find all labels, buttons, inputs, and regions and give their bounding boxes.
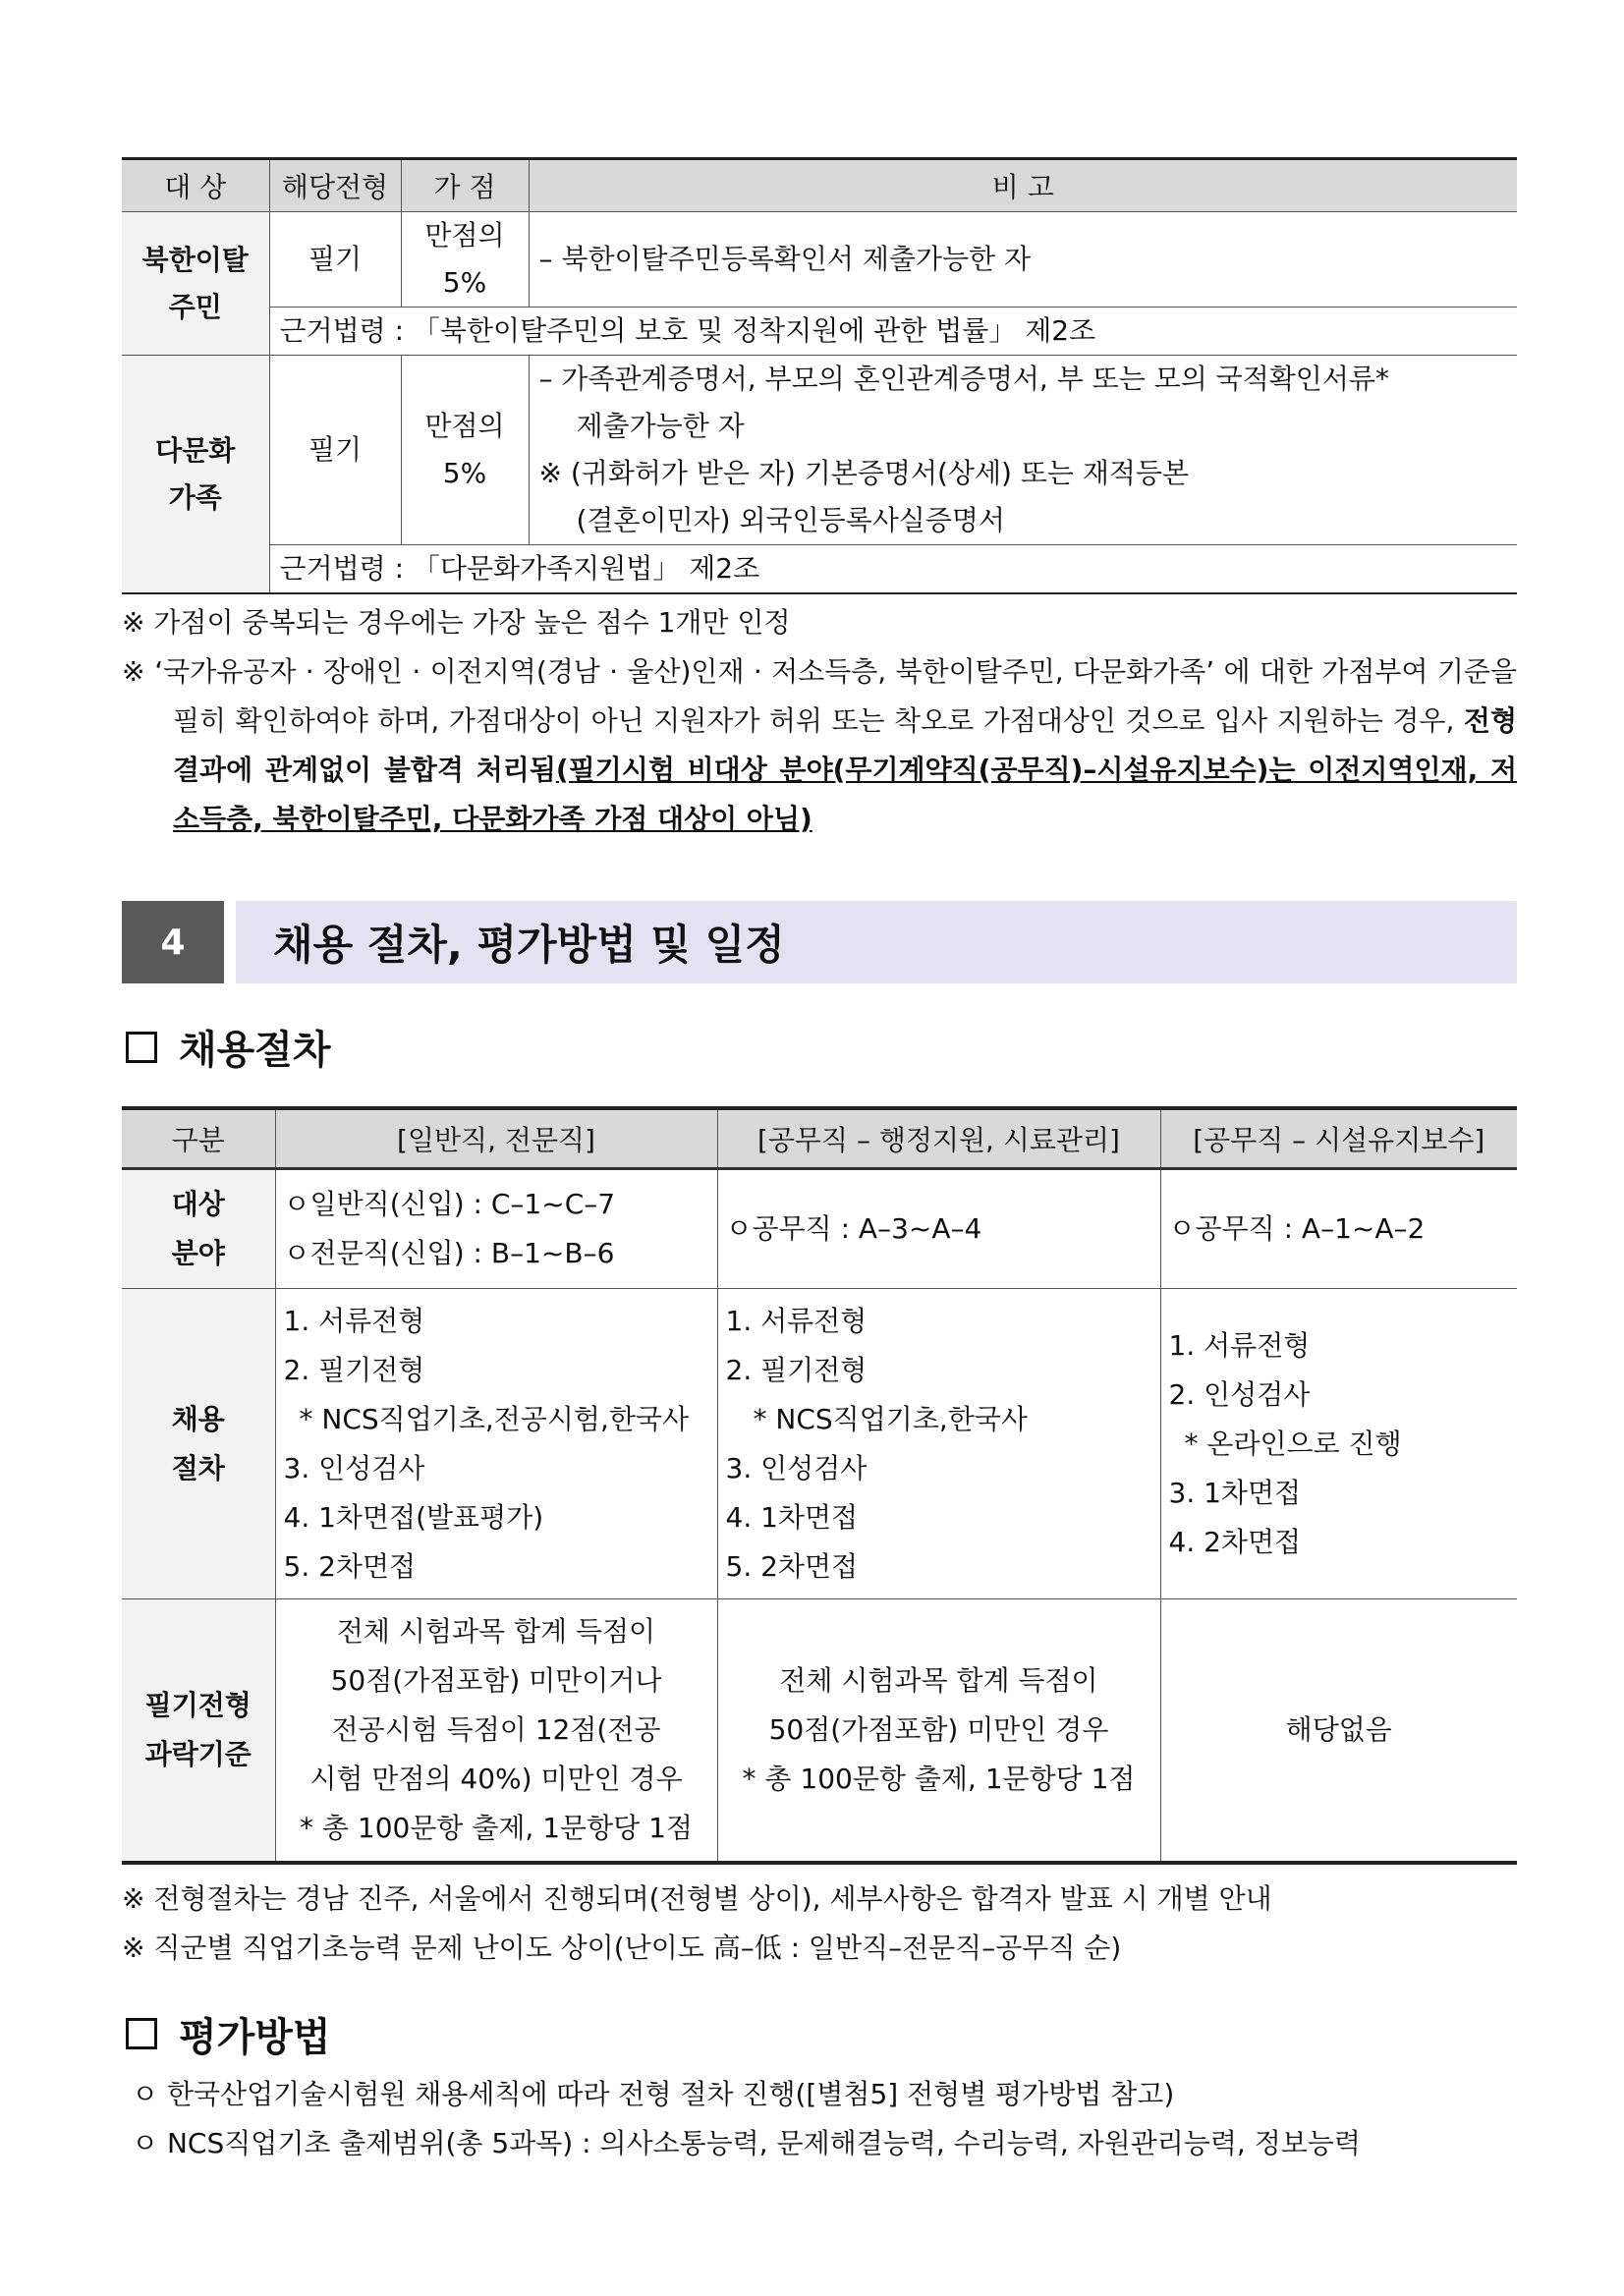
evaluation-list — [122, 2070, 1517, 2168]
row-remarks: – 가족관계증명서, 부모의 혼인관계증명서, 부 또는 모의 국적확인서류* 제출가능한 자 ※ (귀화허가 받은 자) 기본증명서(상세) 또는 재적등본 (결혼이민자) 외국인등록사실증명서 — [529, 356, 1517, 545]
cell-cutoff-admin: 전체 시험과목 합계 득점이 50점(가점포함) 미만인 경우 * 총 100문항 출제, 1문항당 1점 — [717, 1599, 1160, 1863]
table-row — [122, 1599, 1517, 1863]
header-facility: [공무직 – 시설유지보수] — [1160, 1108, 1517, 1169]
table-row-basis — [122, 545, 1517, 594]
table-row — [122, 1289, 1517, 1599]
cell-target-general: ㅇ일반직(신입) : C–1~C–7 ㅇ전문직(신입) : B–1~B–6 — [275, 1169, 717, 1289]
row-label-target: 대상 분야 — [122, 1169, 275, 1289]
row-points: 만점의 5% — [401, 212, 529, 308]
row-target: 다문화 가족 — [122, 356, 269, 594]
note-verification: ※ ‘국가유공자 · 장애인 · 이전지역(경남 · 울산)인재 · 저소득층, 북한이탈주민, 다문화가족’ 에 대한 가점부여 기준을 필히 확인하여야 하며, 가점대상이 아닌 지원자가 허위 또는 착오로 가점대상인 것으로 입사 지원하는 경우, 전형결과에 관계없이 불합격 처리됨(필기시험 비대상 분야(무기계약직(공무직)–시설유지보수)는 이전지역인재, 저소득층, 북한이탈주민, 다문화가족 가점 대상이 아님) — [122, 655, 1518, 835]
checkbox-square-icon — [126, 1032, 157, 1063]
bonus-points-table — [122, 157, 1517, 594]
cell-steps-general: 1. 서류전형 2. 필기전형 * NCS직업기초,전공시험,한국사 3. 인성검사 4. 1차면접(발표평가) 5. 2차면접 — [275, 1289, 717, 1599]
cell-cutoff-general: 전체 시험과목 합계 득점이 50점(가점포함) 미만이거나 전공시험 득점이 12점(전공 시험 만점의 40%) 미만인 경우 * 총 100문항 출제, 1문항당 1점 — [275, 1599, 717, 1863]
procedure-table — [122, 1106, 1517, 1865]
row-label-cutoff: 필기전형 과락기준 — [122, 1599, 275, 1863]
header-general: [일반직, 전문직] — [275, 1108, 717, 1169]
table-row — [122, 1169, 1517, 1289]
checkbox-square-icon — [126, 2018, 157, 2049]
header-type: 해당전형 — [269, 159, 401, 212]
header-target: 대 상 — [122, 159, 269, 212]
note-location: ※ 전형절차는 경남 진주, 서울에서 진행되며(전형별 상이), 세부사항은 합격자 발표 시 개별 안내 — [122, 1881, 1272, 1915]
table-row-basis — [122, 308, 1517, 356]
row-type: 필기 — [269, 212, 401, 308]
note-difficulty: ※ 직군별 직업기초능력 문제 난이도 상이(난이도 高–低 : 일반직–전문직–공무직 순) — [122, 1931, 1122, 1964]
cell-cutoff-facility: 해당없음 — [1160, 1599, 1517, 1863]
header-remarks: 비 고 — [529, 159, 1517, 212]
header-points: 가 점 — [401, 159, 529, 212]
section-number: 4 — [122, 901, 224, 983]
cell-steps-facility: 1. 서류전형 2. 인성검사 * 온라인으로 진행 3. 1차면접 4. 2차면접 — [1160, 1289, 1517, 1599]
procedure-heading: 채용절차 — [122, 1019, 1517, 1075]
evaluation-heading: 평가방법 — [122, 2006, 1517, 2062]
list-item: ㅇ 한국산업기술시험원 채용세칙에 따라 전형 절차 진행([별첨5] 전형별 평가방법 참고) — [132, 2077, 1175, 2110]
row-points: 만점의 5% — [401, 356, 529, 545]
header-category: 구분 — [122, 1108, 275, 1169]
table-row — [122, 212, 1517, 308]
cell-steps-admin: 1. 서류전형 2. 필기전형 * NCS직업기초,한국사 3. 인성검사 4. 1차면접 5. 2차면접 — [717, 1289, 1160, 1599]
procedure-notes — [122, 1875, 1517, 1973]
list-item: ㅇ NCS직업기초 출제범위(총 5과목) : 의사소통능력, 문제해결능력, 수리능력, 자원관리능력, 정보능력 — [132, 2126, 1361, 2159]
cell-target-admin: ㅇ공무직 : A–3~A–4 — [717, 1169, 1160, 1289]
row-type: 필기 — [269, 356, 401, 545]
bonus-notes — [122, 598, 1517, 844]
table-row — [122, 356, 1517, 545]
row-legal-basis: 근거법령 : 「다문화가족지원법」 제2조 — [269, 545, 1517, 594]
row-remarks: – 북한이탈주민등록확인서 제출가능한 자 — [529, 212, 1517, 308]
section-title: 채용 절차, 평가방법 및 일정 — [236, 901, 1517, 983]
row-label-steps: 채용 절차 — [122, 1289, 275, 1599]
procedure-header-row — [122, 1108, 1517, 1169]
row-target: 북한이탈 주민 — [122, 212, 269, 356]
row-legal-basis: 근거법령 : 「북한이탈주민의 보호 및 정착지원에 관한 법률」 제2조 — [269, 308, 1517, 356]
header-admin: [공무직 – 행정지원, 시료관리] — [717, 1108, 1160, 1169]
note-duplicate: ※ 가점이 중복되는 경우에는 가장 높은 점수 1개만 인정 — [122, 606, 791, 639]
bonus-table-header-row — [122, 159, 1517, 212]
cell-target-facility: ㅇ공무직 : A–1~A–2 — [1160, 1169, 1517, 1289]
section-header — [122, 901, 1517, 983]
document-page — [122, 157, 1517, 2168]
